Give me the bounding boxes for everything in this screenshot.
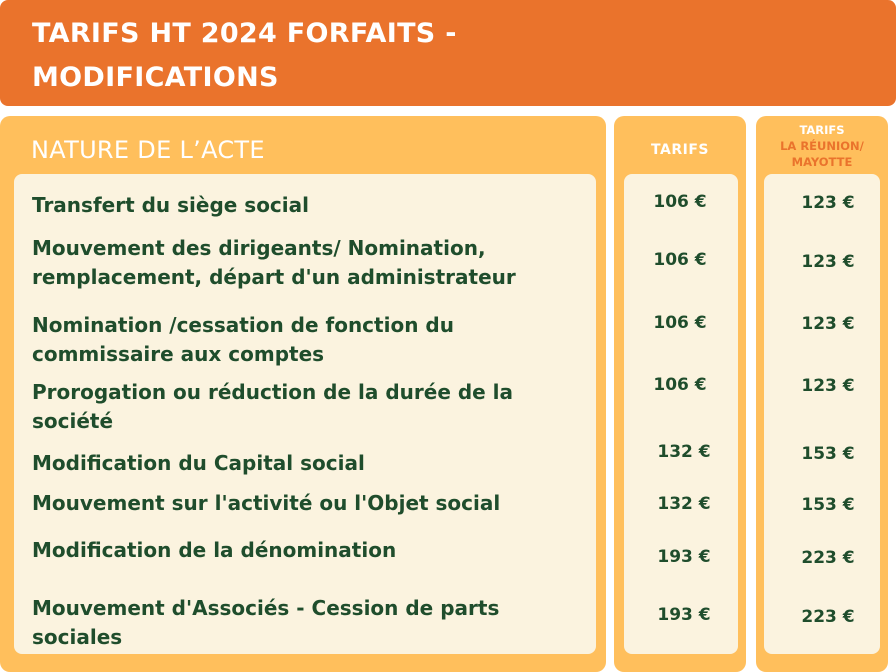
row-label-line-1: Mouvement d'Associés - Cession de parts xyxy=(32,596,500,620)
row-reunion-tarif: 223 € xyxy=(801,548,855,568)
row-label-line-2: remplacement, départ d'un administrateur xyxy=(32,265,516,289)
reunion-header-line-1: TARIFS xyxy=(799,123,845,137)
row-tarif: 132 € xyxy=(657,442,711,462)
row-label-line-1: Transfert du siège social xyxy=(32,193,309,217)
row-label-line-2: sociales xyxy=(32,625,123,649)
row-reunion-tarif: 123 € xyxy=(801,193,855,213)
reunion-header-line-2: LA RÉUNION/ xyxy=(780,139,864,153)
row-tarif: 193 € xyxy=(657,605,711,625)
page-title-line-1: TARIFS HT 2024 FORFAITS - xyxy=(32,18,457,49)
row-reunion-tarif: 123 € xyxy=(801,376,855,396)
row-reunion-tarif: 123 € xyxy=(801,314,855,334)
row-reunion-tarif: 153 € xyxy=(801,495,855,515)
page-header xyxy=(0,0,896,106)
row-label xyxy=(32,234,592,292)
row-tarif: 106 € xyxy=(653,313,707,333)
row-label xyxy=(32,536,592,565)
row-label xyxy=(32,489,592,518)
row-reunion-tarif: 153 € xyxy=(801,444,855,464)
reunion-column-header xyxy=(756,122,888,170)
row-label xyxy=(32,449,592,478)
row-label-line-1: Mouvement sur l'activité ou l'Objet social xyxy=(32,491,501,515)
row-tarif: 106 € xyxy=(653,375,707,395)
row-label xyxy=(32,311,592,369)
row-tarif: 106 € xyxy=(653,192,707,212)
row-label-line-1: Nomination /cessation de fonction du xyxy=(32,313,454,337)
row-tarif: 132 € xyxy=(657,494,711,514)
row-label xyxy=(32,191,592,220)
nature-column-header: NATURE DE L’ACTE xyxy=(31,136,265,164)
row-reunion-tarif: 123 € xyxy=(801,252,855,272)
row-tarif: 193 € xyxy=(657,547,711,567)
row-label-line-1: Modification de la dénomination xyxy=(32,538,397,562)
reunion-header-line-3: MAYOTTE xyxy=(791,155,853,169)
row-label-line-1: Modification du Capital social xyxy=(32,451,365,475)
tarifs-column-body xyxy=(624,174,738,654)
tarifs-column-header: TARIFS xyxy=(651,142,709,158)
row-label-line-2: société xyxy=(32,409,114,433)
row-reunion-tarif: 223 € xyxy=(801,607,855,627)
row-label-line-2: commissaire aux comptes xyxy=(32,342,325,366)
row-label-line-1: Mouvement des dirigeants/ Nomination, xyxy=(32,236,486,260)
row-label xyxy=(32,594,592,652)
page-title-line-2: MODIFICATIONS xyxy=(32,62,279,93)
row-label-line-1: Prorogation ou réduction de la durée de la xyxy=(32,380,514,404)
row-label xyxy=(32,378,592,436)
row-tarif: 106 € xyxy=(653,250,707,270)
reunion-column-body xyxy=(764,174,880,654)
